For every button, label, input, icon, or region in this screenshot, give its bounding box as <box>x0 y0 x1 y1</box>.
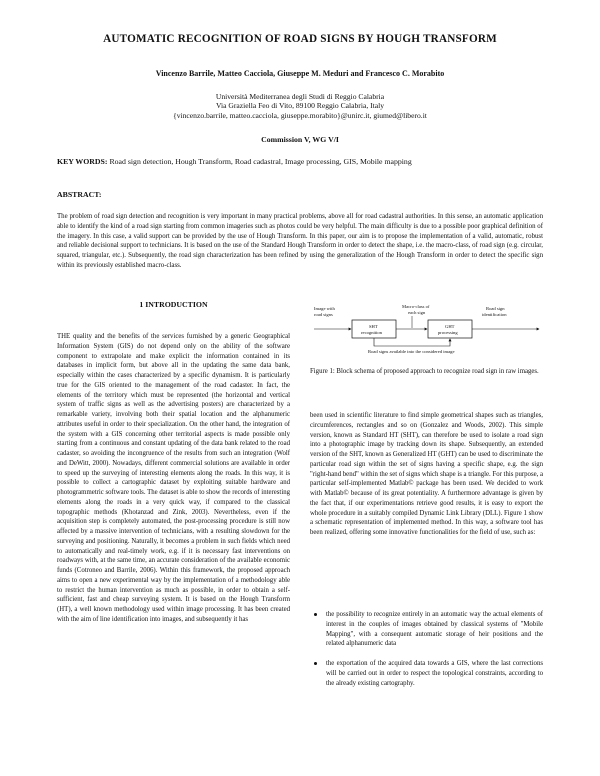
sht-block <box>352 320 396 338</box>
input-label-1: Image with <box>314 306 335 311</box>
feature-list <box>310 610 543 698</box>
section-heading: 1 INTRODUCTION <box>139 300 208 309</box>
affiliation-line-3: {vincenzo.barrile, matteo.cacciola, giuseppe.morabito}@unirc.it, giumed@libero.it <box>173 110 427 120</box>
output-label-1: Road sign <box>486 306 505 311</box>
list-item <box>310 610 543 649</box>
bottom-label: Road signs available into the considered image <box>368 349 455 354</box>
ght-label-1: GHT <box>445 324 455 329</box>
paper-title: AUTOMATIC RECOGNITION OF ROAD SIGNS BY HOUGH TRANSFORM <box>103 33 497 45</box>
sht-label-2: recognition <box>361 330 382 335</box>
macro-label-1: Macro-class of <box>402 304 430 309</box>
list-item <box>310 659 543 688</box>
authors: Vincenzo Barrile, Matteo Cacciola, Giuseppe M. Meduri and Francesco C. Morabito <box>155 69 445 78</box>
output-label-2: identification <box>482 312 507 317</box>
bullet-icon <box>314 662 317 665</box>
keywords <box>57 157 557 166</box>
affiliation-line-1: Università Mediterranea degli Studi di Reggio Calabria <box>215 92 385 101</box>
affiliation <box>0 92 600 120</box>
abstract-heading: ABSTRACT: <box>57 190 102 199</box>
ght-label-2: processing <box>438 330 458 335</box>
intro-right-column: been used in scientific literature to find simple geometrical shapes such as triangles, circumferences, rectangles and so on (Gonzalez and Woods, 2002). This simple version, known as Standard HT (SHT), can therefore be used to isolate a road sign into a photographic image by tracking down its shape. Subsequently, an extended version of the SHT, known as Generalized HT (GHT) can be used to discriminate the particular road sign within the set of signs having a specific shape, e.g. the sign "right-hand bend" within the set of signs which shape is a triangle. For this purpose, a particular self-implemented Matlab© package has been used. We decided to work with Matlab© because of its great potentiality. A furthermore advantage is given by the fact that, if our experimentations retrieve good results, it is easy to export the whole procedure in a suitably compiled Dynamic Link Library (DLL). Figure 1 show a schematic representation of implemented method. In this way, a software tool has been realized, offering some innovative functionalities for the field of use, such as: <box>310 412 544 536</box>
input-label-2: road signs <box>314 312 333 317</box>
list-item-text: the exportation of the acquired data towards a GIS, where the last corrections will be carried out in order to respect the topological constraints, according to the already existing cartography. <box>326 660 543 687</box>
block-schema-diagram <box>310 300 543 360</box>
intro-left-column: THE quality and the benefits of the services furnished by a generic Geographical Information System (GIS) do not depend only on the ability of the software component to extrapolate and make explicit the information contained in its databases in implicit form, but above all in the updating the same data bank, especially within the cases characterized by a specific dynamism. It is particularly true for the GIS oriented to the management of the road cadaster. In fact, the elements of the territory which must be represented (the horizontal and vertical system of traffic signs as well as the advertising posters) are characterized by a remarkable variety, involving both their spatial location and the alphanumeric attributes useful in order to their specialization. On the other hand, the integration of the system with a GIS concerning other territorial aspects is made possible only starting from a continuous and constant updating of the data bank related to the road cadaster, so avoiding the incongruence of the results from such an integration (Wolf and DeWitt, 2000). Nowadays, different commercial solutions are available in order to speed up the surveying of interesting elements along the roads. In this way, it is possible to collect a cartographic dataset by exploiting suitable hardware and photogrammetric software tools. The dataset is able to show the records of interesting elements along the roads in a very quick way, if compared to the classical topographic methods (Khotanzad and Zink, 2003). Nevertheless, even if the acquisition step is completely automated, the post-processing procedure is still now affected by a massive intervention of technicians, with a resulting slowdown for the surveying and positioning. Naturally, it becomes a problem in such fields which need to automatically and real-timely work, e.g. if it is necessary fast interventions on roadways with, at the same time, an accurate consideration of the available economic funds (Cotroneo and Barrile, 2006). Within this framework, the proposed approach aims to open a new experimental way by the implementation of a methodology able to restrict the human intervention as much as possible, in order to obtain a self-sufficient, fast and cheap surveying system. It is based on the Hough Transform (HT), a well known methodology used within image processing. It has been created with the aim of line identification into images, and subsequently it has <box>57 333 290 623</box>
affiliation-line-2: Via Graziella Feo di Vito, 89100 Reggio Calabria, Italy <box>215 101 385 111</box>
sht-label-1: SHT <box>369 324 378 329</box>
feedback-arrow <box>374 338 450 346</box>
list-item-text: the possibility to recognize entirely in an automatic way the actual elements of interest in the couples of images obtained by classical systems of "Mobile Mapping", with a consequent automatic storage of heir positions and the related alphanumeric data <box>326 611 543 648</box>
bullet-icon <box>314 613 317 616</box>
ght-block <box>428 320 472 338</box>
abstract-text: The problem of road sign detection and recognition is very important in many practical problems, above all for road cadastral authorities. In this sense, an automatic application able to identify the kind of a road sign starting from common imageries such as photos could be very helpful. The main difficulty is due to a possible poor graphical definition of the imagery. In this case, a valid support can be provided by the use of Hough Transform. In this paper, our aim is to propose the implementation of a valid, automatic, robust and reliable decisional support to technicians. It is based on the use of the Standard Hough Transform in order to detect the shape, i.e. the macro-class, of road sign (e.g. circular, squared, triangular, etc.). Subsequently, the road sign characterization has been refined by using the generalization of the Hough Transform in order to detect the specific sign within its previously established macro-class. <box>57 213 543 269</box>
block-schema-figure <box>310 300 543 360</box>
keywords-text: Road sign detection, Hough Transform, Road cadastral, Image processing, GIS, Mobile mapping <box>109 157 412 166</box>
figure-caption: Figure 1: Block schema of proposed approach to recognize road sign in raw images. <box>310 368 539 375</box>
commission: Commission V, WG V/I <box>261 135 339 144</box>
keywords-label: KEY WORDS: <box>57 157 108 166</box>
macro-label-2: each sign <box>408 310 426 315</box>
